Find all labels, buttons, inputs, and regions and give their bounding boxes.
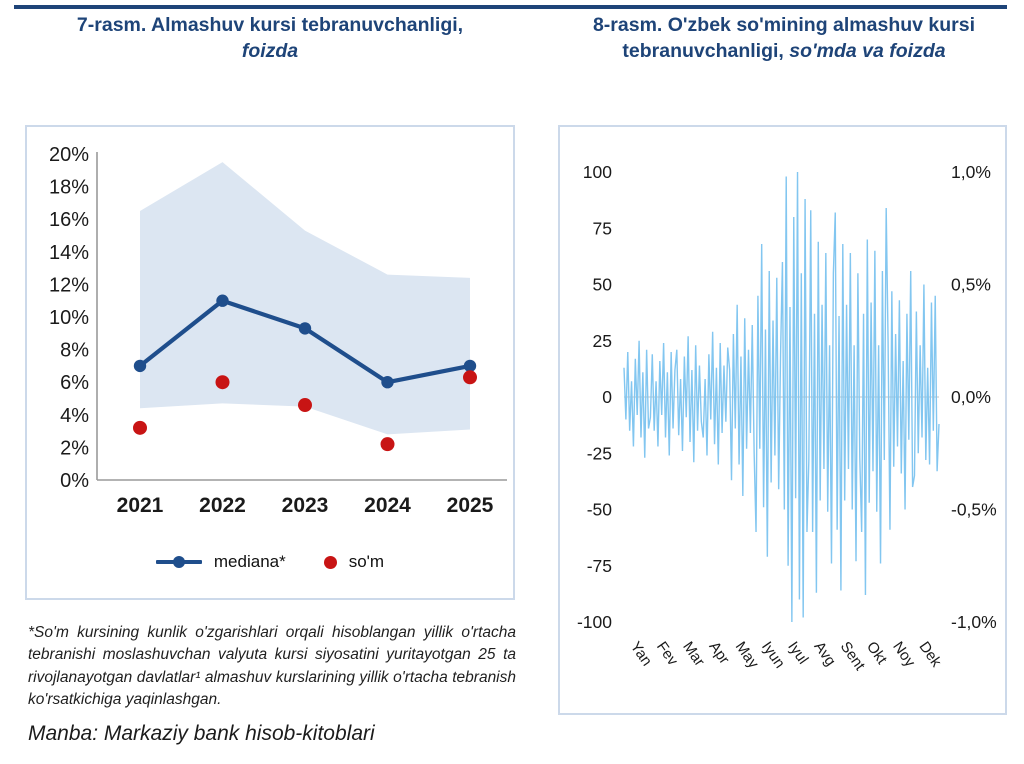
y-tick-label: 6% — [60, 372, 89, 395]
y-tick-label: 12% — [48, 274, 89, 297]
figure7-chart — [27, 127, 509, 594]
month-label: Avg — [810, 638, 840, 670]
figure7-title-bold: 7-rasm. Almashuv kursi tebranuvchanligi, — [76, 14, 464, 36]
figure8-title — [572, 13, 996, 64]
y-tick-label: 16% — [48, 209, 89, 232]
y-tick-label: 18% — [48, 176, 89, 199]
x-tick-label: 2025 — [446, 494, 494, 517]
y-tick-label: 14% — [48, 241, 89, 264]
y-tick-label: 10% — [48, 307, 89, 329]
left-tick-label: -50 — [586, 499, 612, 520]
right-tick-label: -1,0% — [951, 612, 997, 632]
mediana-point — [299, 322, 311, 334]
y-tick-label: 0% — [60, 470, 89, 492]
month-label: Iyul — [784, 638, 812, 668]
left-tick-label: -25 — [586, 443, 612, 464]
figure8-title-italic: so'mda va foizda — [789, 39, 946, 62]
y-tick-label: 20% — [48, 144, 89, 166]
left-tick-label: -75 — [586, 555, 612, 576]
figure7-title-italic: foizda — [241, 39, 299, 62]
month-label: Okt — [862, 638, 891, 668]
som-point — [298, 398, 312, 412]
month-label: Apr — [705, 638, 733, 668]
figure8-chart — [560, 127, 1001, 709]
som-point — [463, 370, 477, 384]
mediana-point — [216, 295, 228, 307]
som-point — [133, 421, 147, 435]
figure7-title — [25, 13, 515, 64]
left-tick-label: 25 — [592, 330, 612, 351]
left-tick-label: -100 — [576, 612, 612, 632]
y-tick-label: 2% — [60, 437, 89, 460]
right-tick-label: 1,0% — [951, 162, 991, 182]
mediana-legend-label: mediana* — [213, 552, 286, 571]
mediana-legend-marker — [156, 560, 202, 564]
top-divider-rule — [14, 5, 1007, 9]
figure7-footnote: *So'm kursining kunlik o'zgarishlari orqali hisoblangan yillik o'rtacha tebranishi moslashuvchan valyuta kursi siyosatini yuritayotgan 25 ta rivojlanayotgan davlatlar¹ almashuv kurslarining yillik o'rtacha tebranish ko'rsatkichiga yaqinlashgan. — [28, 624, 516, 709]
month-label: Iyun — [757, 638, 789, 672]
som-point — [216, 375, 230, 389]
left-tick-label: 100 — [582, 162, 612, 182]
month-label: Fev — [652, 638, 682, 669]
month-label: Mar — [679, 638, 708, 670]
month-label: Dek — [915, 638, 945, 671]
mediana-point — [464, 360, 476, 372]
right-tick-label: 0,5% — [951, 274, 991, 295]
right-tick-label: -0,5% — [951, 499, 997, 520]
month-label: Yan — [626, 638, 656, 670]
y-tick-label: 8% — [60, 339, 89, 362]
x-tick-label: 2022 — [199, 494, 246, 517]
som-legend-marker — [324, 556, 337, 569]
mediana-point — [381, 376, 393, 388]
x-tick-label: 2021 — [116, 494, 164, 517]
som-point — [381, 437, 395, 451]
y-tick-label: 4% — [60, 404, 89, 427]
month-label: Sent — [836, 638, 869, 674]
right-tick-label: 0,0% — [951, 387, 991, 407]
left-tick-label: 75 — [592, 218, 612, 239]
x-tick-label: 2024 — [364, 494, 411, 517]
month-label: May — [731, 638, 762, 672]
mediana-point — [134, 360, 146, 372]
left-tick-label: 50 — [592, 274, 612, 295]
figure8-chart-panel — [558, 125, 1007, 715]
figure8-title-bold: 8-rasm. O'zbek so'mining almashuv kursi tebranuvchanligi, — [592, 14, 976, 62]
band-area — [140, 162, 470, 434]
figure7-chart-panel — [25, 125, 515, 600]
source-line: Manba: Markaziy bank hisob-kitoblari — [28, 722, 375, 745]
month-label: Noy — [889, 638, 919, 671]
figure7-legend — [27, 552, 513, 572]
som-legend-label: so'm — [348, 552, 385, 571]
left-tick-label: 0 — [602, 387, 612, 407]
x-tick-label: 2023 — [281, 494, 329, 517]
